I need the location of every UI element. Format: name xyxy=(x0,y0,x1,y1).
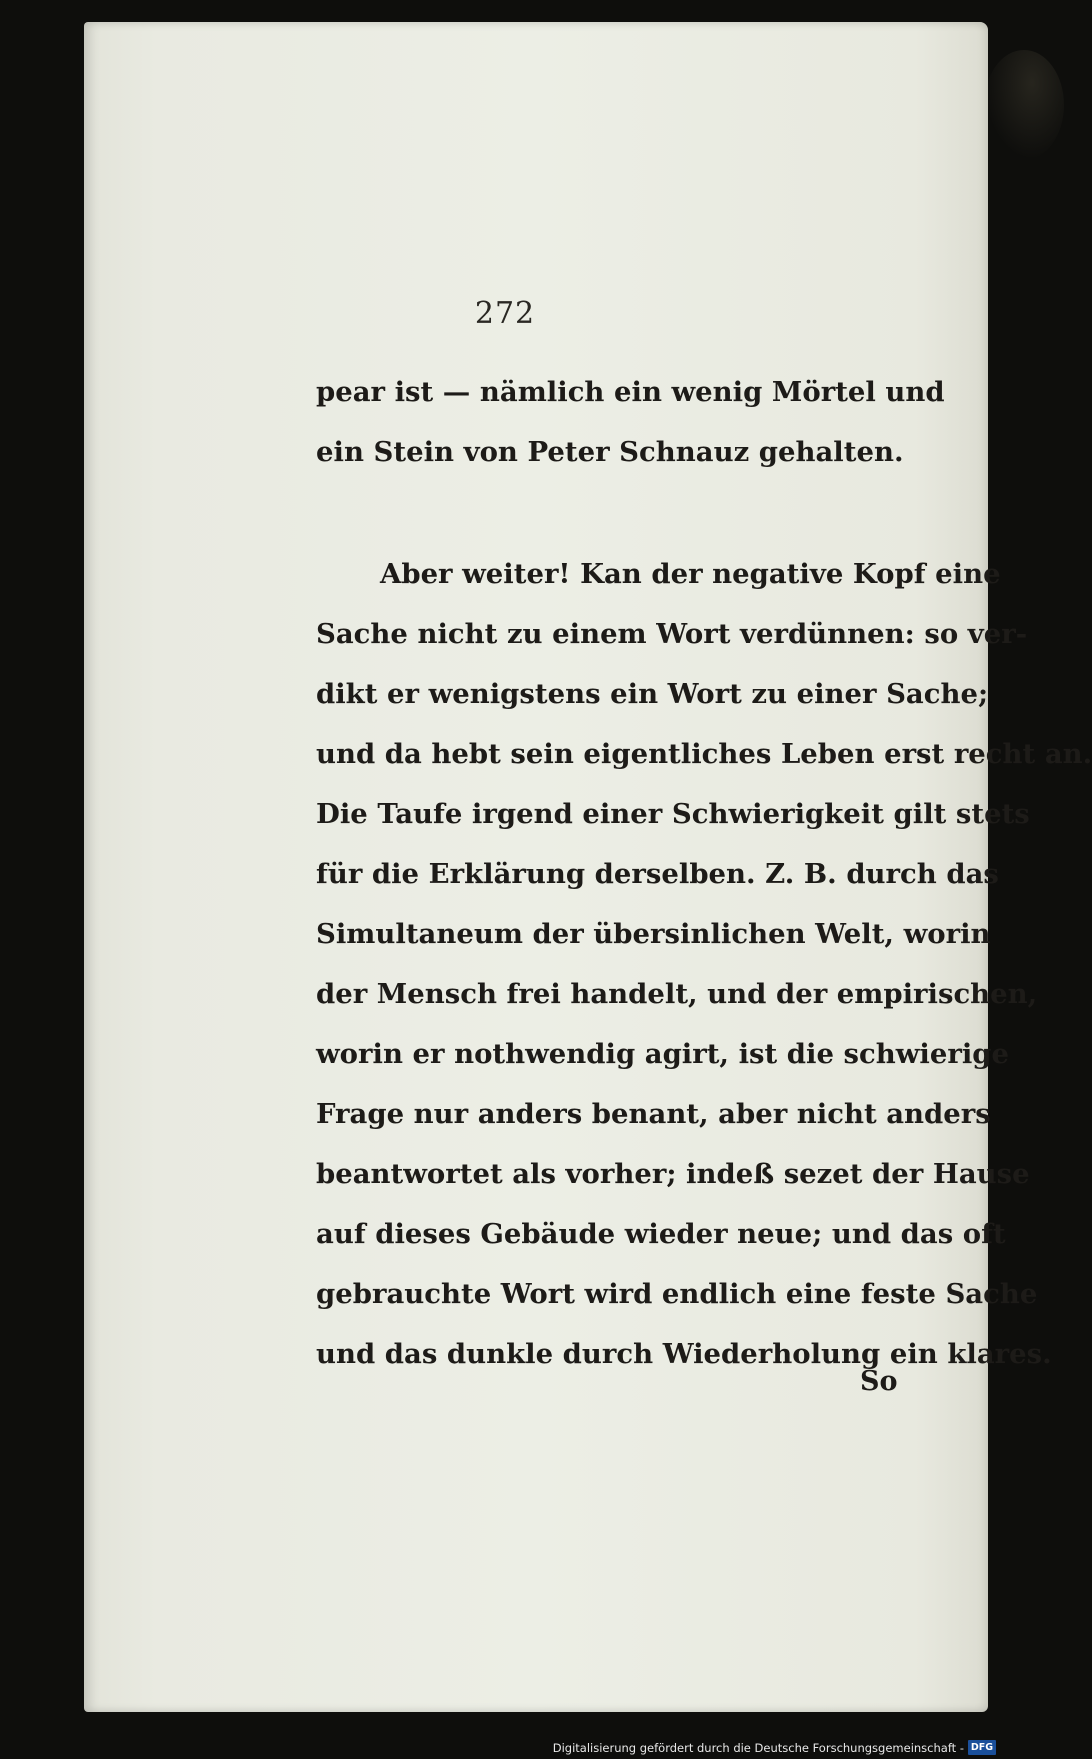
catchword: So xyxy=(860,1366,898,1397)
page-stain xyxy=(984,50,1064,160)
text-line: gebrauchte Wort wird endlich eine feste Sache xyxy=(316,1278,1038,1310)
text-line: Sache nicht zu einem Wort verdünnen: so ver- xyxy=(316,618,1028,650)
text-line: worin er nothwendig agirt, ist die schwierige xyxy=(316,1038,1010,1070)
text-line: pear ist — nämlich ein wenig Mörtel und xyxy=(316,376,945,408)
text-line: Aber weiter! Kan der negative Kopf eine xyxy=(380,558,1001,590)
text-line: der Mensch frei handelt, und der empirischen, xyxy=(316,978,1038,1010)
text-line: beantwortet als vorher; indeß sezet der Hause xyxy=(316,1158,1030,1190)
paragraph-gap xyxy=(316,482,912,544)
dfg-logo: DFG xyxy=(968,1740,996,1755)
text-line: Frage nur anders benant, aber nicht anders xyxy=(316,1098,991,1130)
text-line: für die Erklärung derselben. Z. B. durch das xyxy=(316,858,999,890)
text-line: Simultaneum der übersinlichen Welt, worin xyxy=(316,918,991,950)
footer-bar xyxy=(0,1733,1000,1759)
text-line: und da hebt sein eigentliches Leben erst recht an. xyxy=(316,738,1092,770)
text-line: Die Taufe irgend einer Schwierigkeit gilt stets xyxy=(316,798,1030,830)
text-line: auf dieses Gebäude wieder neue; und das oft xyxy=(316,1218,1006,1250)
body-text xyxy=(316,362,1092,1384)
page-number: 272 xyxy=(474,296,536,331)
text-line: und das dunkle durch Wiederholung ein klares. xyxy=(316,1338,1052,1370)
digitization-credit: Digitalisierung gefördert durch die Deutsche Forschungsgemeinschaft - xyxy=(552,1741,964,1755)
text-line: ein Stein von Peter Schnauz gehalten. xyxy=(316,436,904,468)
text-line: dikt er wenigstens ein Wort zu einer Sache; xyxy=(316,678,989,710)
